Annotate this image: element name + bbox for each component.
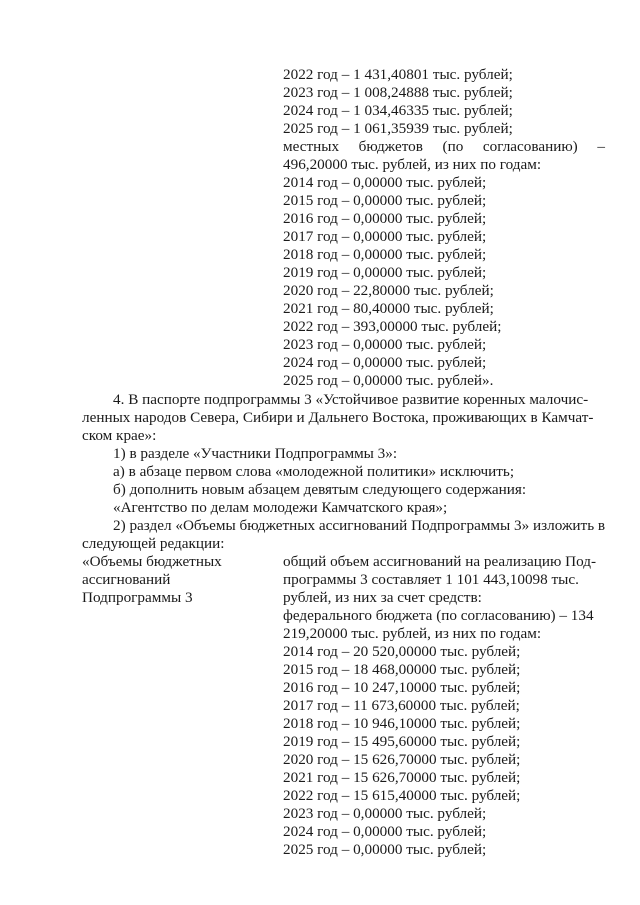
year-line: 2022 год – 1 431,40801 тыс. рублей; <box>283 66 513 83</box>
table-right-text: 219,20000 тыс. рублей, из них по годам: <box>283 625 542 642</box>
year-line: 2014 год – 20 520,00000 тыс. рублей; <box>283 643 521 660</box>
year-line: 2020 год – 22,80000 тыс. рублей; <box>283 282 494 299</box>
local-budget-heading: местных бюджетов (по согласованию) – <box>283 138 605 155</box>
year-line: 2021 год – 80,40000 тыс. рублей; <box>283 300 494 317</box>
item4-paragraph-line: 4. В паспорте подпрограммы 3 «Устойчивое развитие коренных малочис- <box>113 391 589 408</box>
local-budget-total: 496,20000 тыс. рублей, из них по годам: <box>283 156 542 173</box>
item4-paragraph-line: ском крае»: <box>82 427 157 444</box>
year-line: 2025 год – 0,00000 тыс. рублей; <box>283 841 487 858</box>
year-line: 2020 год – 15 626,70000 тыс. рублей; <box>283 751 521 768</box>
year-line: 2015 год – 0,00000 тыс. рублей; <box>283 192 487 209</box>
subitem-2-cont: следующей редакции: <box>82 535 225 552</box>
year-line: 2025 год – 1 061,35939 тыс. рублей; <box>283 120 513 137</box>
year-line: 2016 год – 10 247,10000 тыс. рублей; <box>283 679 521 696</box>
year-line: 2024 год – 1 034,46335 тыс. рублей; <box>283 102 513 119</box>
year-line: 2018 год – 0,00000 тыс. рублей; <box>283 246 487 263</box>
year-line: 2024 год – 0,00000 тыс. рублей; <box>283 823 487 840</box>
year-line: 2025 год – 0,00000 тыс. рублей». <box>283 372 494 389</box>
year-line: 2023 год – 0,00000 тыс. рублей; <box>283 336 487 353</box>
year-line: 2022 год – 15 615,40000 тыс. рублей; <box>283 787 521 804</box>
year-line: 2017 год – 0,00000 тыс. рублей; <box>283 228 487 245</box>
table-left-label: «Объемы бюджетных <box>82 553 222 570</box>
year-line: 2016 год – 0,00000 тыс. рублей; <box>283 210 487 227</box>
year-line: 2023 год – 1 008,24888 тыс. рублей; <box>283 84 513 101</box>
year-line: 2024 год – 0,00000 тыс. рублей; <box>283 354 487 371</box>
subitem-2: 2) раздел «Объемы бюджетных ассигнований Подпрограммы 3» изложить в <box>113 517 606 534</box>
year-line: 2019 год – 0,00000 тыс. рублей; <box>283 264 487 281</box>
item4-paragraph-line: ленных народов Севера, Сибири и Дальнего Востока, проживающих в Камчат- <box>82 409 594 426</box>
table-left-label: ассигнований <box>82 571 171 588</box>
year-line: 2018 год – 10 946,10000 тыс. рублей; <box>283 715 521 732</box>
year-line: 2019 год – 15 495,60000 тыс. рублей; <box>283 733 521 750</box>
year-line: 2017 год – 11 673,60000 тыс. рублей; <box>283 697 520 714</box>
subitem-1b-text: «Агентство по делам молодежи Камчатского края»; <box>113 499 448 516</box>
table-right-text: рублей, из них за счет средств: <box>283 589 482 606</box>
year-line: 2023 год – 0,00000 тыс. рублей; <box>283 805 487 822</box>
year-line: 2014 год – 0,00000 тыс. рублей; <box>283 174 487 191</box>
subitem-1: 1) в разделе «Участники Подпрограммы 3»: <box>113 445 398 462</box>
subitem-1b: б) дополнить новым абзацем девятым следующего содержания: <box>113 481 527 498</box>
subitem-1a: а) в абзаце первом слова «молодежной политики» исключить; <box>113 463 515 480</box>
table-right-text: федерального бюджета (по согласованию) – 134 <box>283 607 594 624</box>
year-line: 2021 год – 15 626,70000 тыс. рублей; <box>283 769 521 786</box>
table-right-text: программы 3 составляет 1 101 443,10098 тыс. <box>283 571 579 588</box>
table-left-label: Подпрограммы 3 <box>82 589 193 606</box>
table-right-text: общий объем ассигнований на реализацию Под- <box>283 553 597 570</box>
year-line: 2022 год – 393,00000 тыс. рублей; <box>283 318 502 335</box>
year-line: 2015 год – 18 468,00000 тыс. рублей; <box>283 661 521 678</box>
